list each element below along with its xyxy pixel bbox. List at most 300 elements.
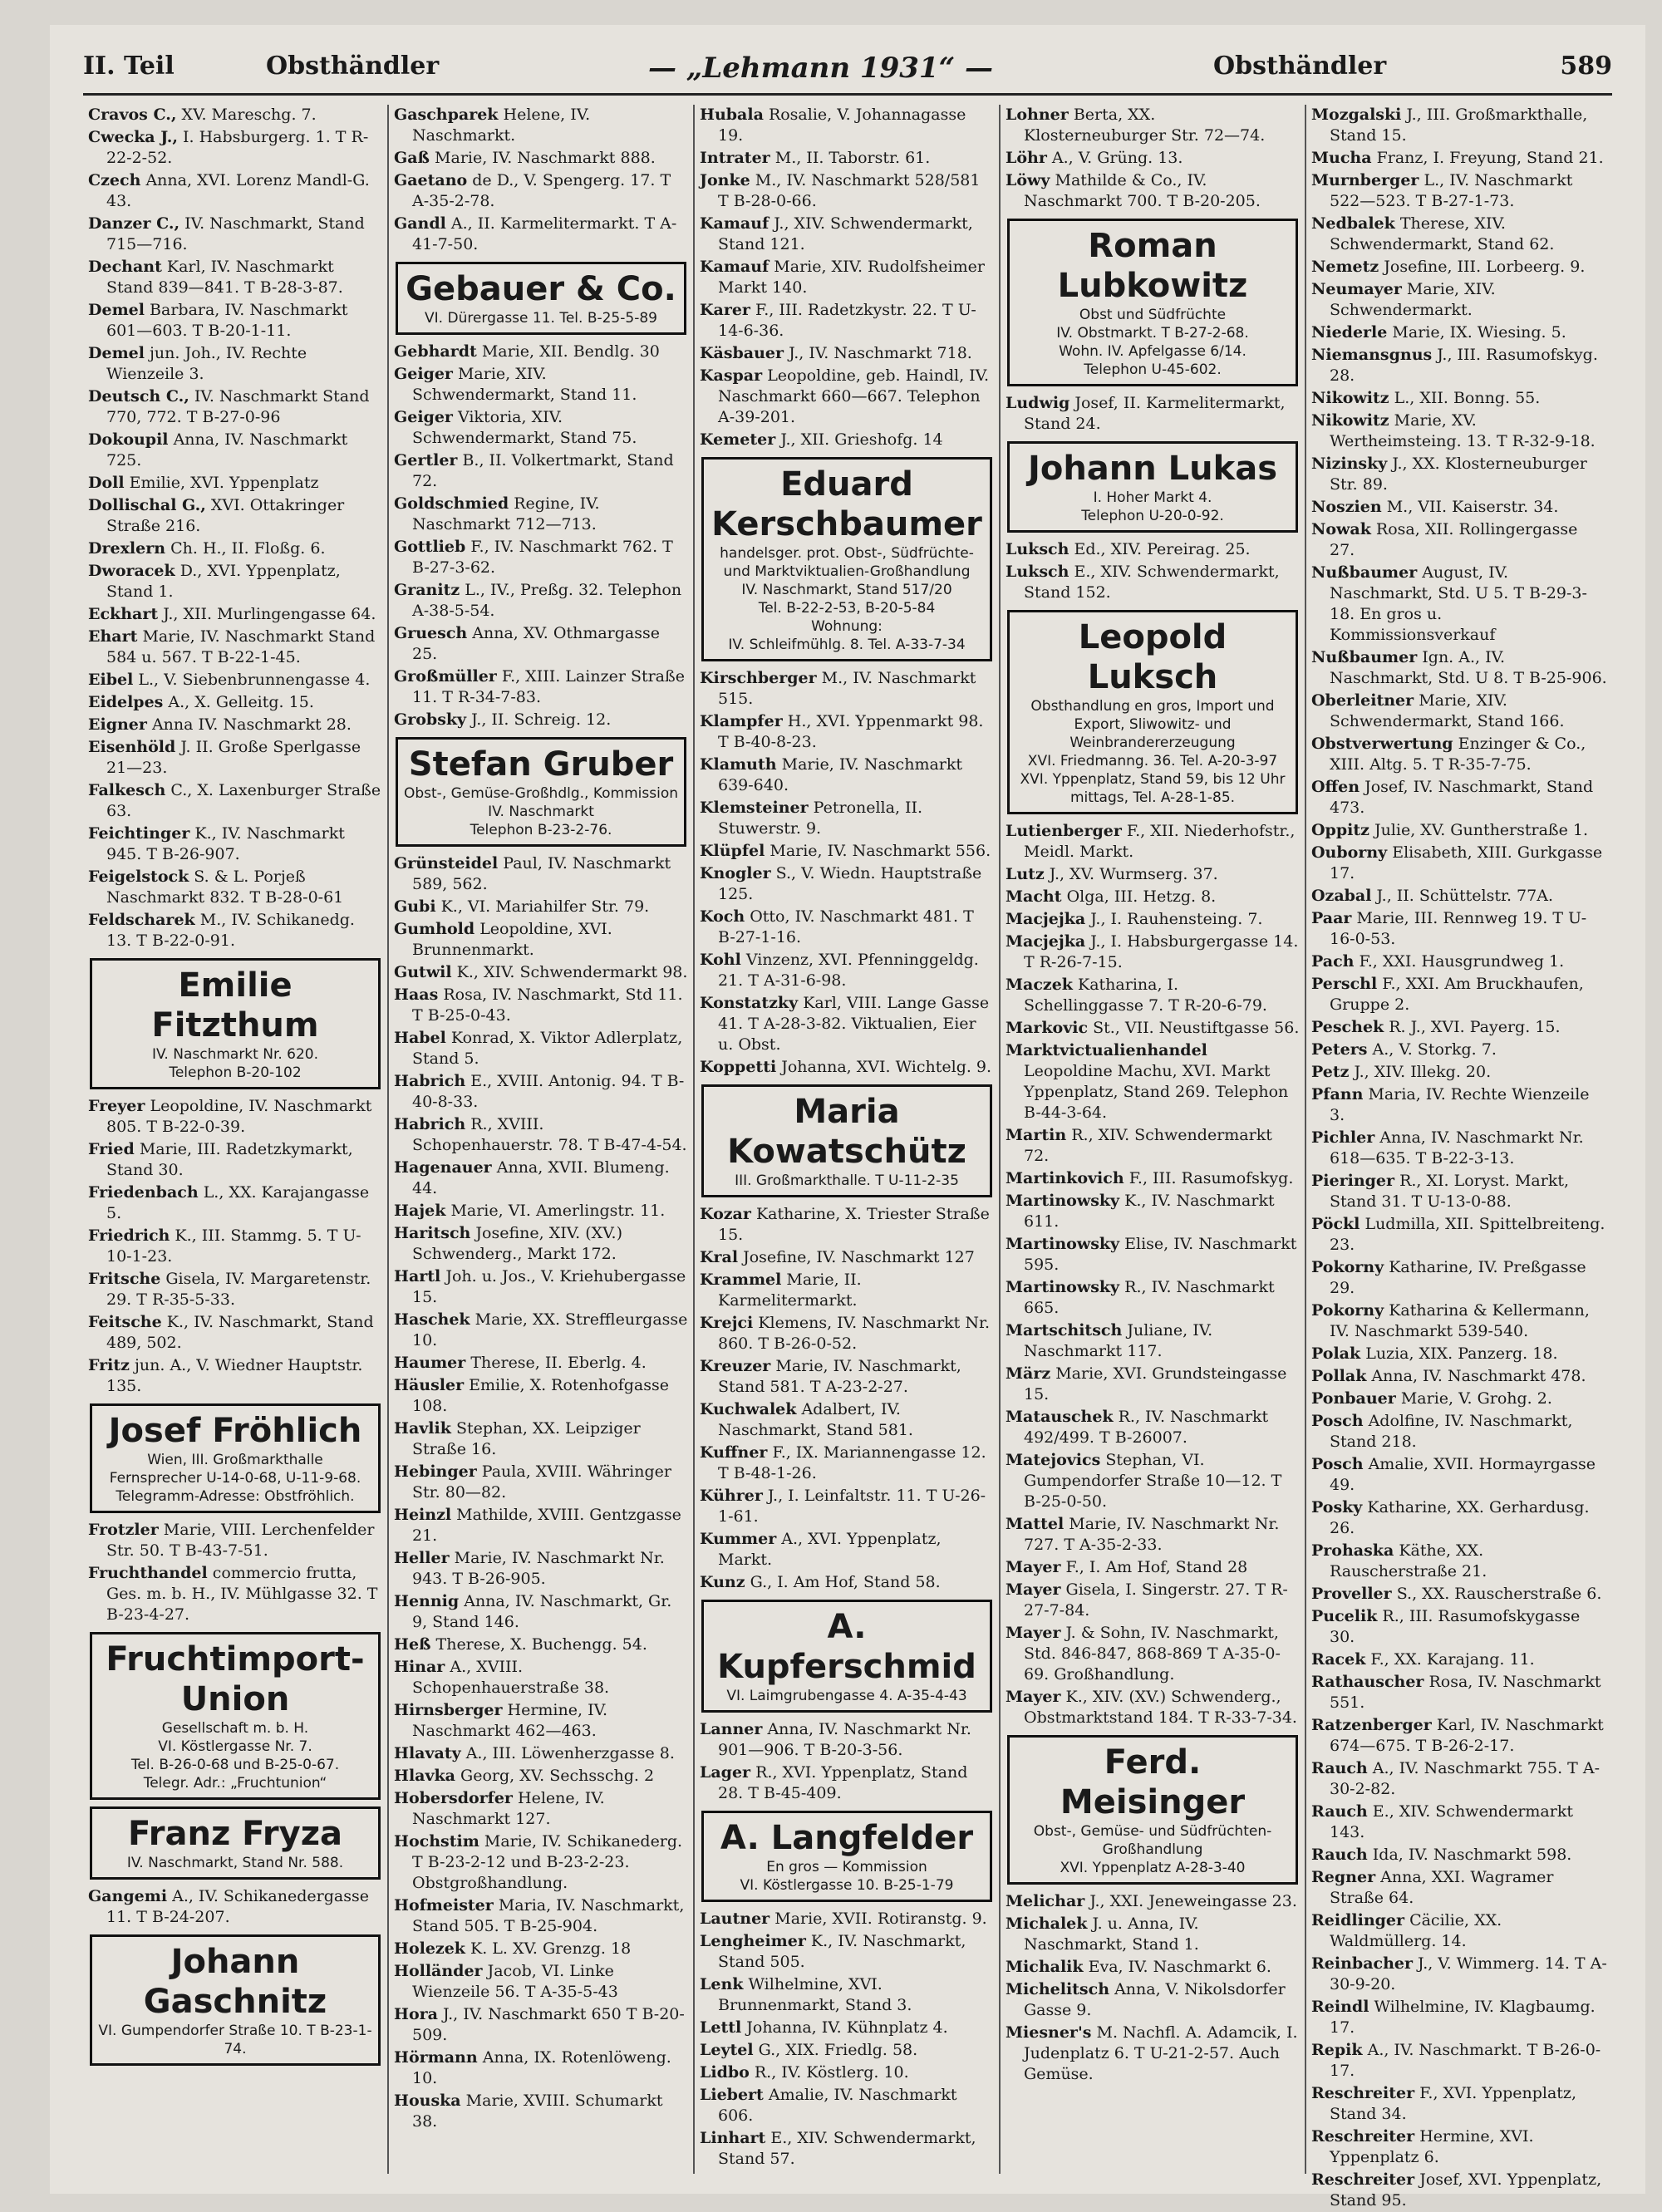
entry-name: Dworacek — [88, 562, 175, 580]
entry-details: K. L. XV. Grenzg. 18 — [470, 1939, 632, 1958]
directory-entry — [394, 623, 688, 665]
entry-name: Kunz — [700, 1573, 745, 1591]
entry-name: Pollak — [1311, 1367, 1367, 1385]
entry-details: Helene, IV. Naschmarkt. — [412, 106, 591, 145]
entry-name: Mayer — [1006, 1580, 1061, 1599]
entry-name: Fritz — [88, 1356, 130, 1374]
entry-name: Linhart — [700, 2129, 766, 2147]
entry-details: F., XII. Niederhofstr., Meidl. Markt. — [1024, 822, 1296, 861]
directory-entry — [1311, 1344, 1607, 1364]
entry-details: L., XII. Bonng. 55. — [1394, 389, 1541, 407]
entry-details: Katharine, XX. Gerhardusg. 26. — [1330, 1498, 1590, 1537]
entry-details: A., IV. Naschmarkt. T B-26-0-17. — [1330, 2041, 1601, 2080]
entry-details: M., IV. Naschmarkt 515. — [718, 669, 976, 708]
directory-entry — [1311, 1997, 1607, 2038]
entry-name: Hora — [394, 2005, 438, 2023]
ad-line: III. Großmarkthalle. T U-11-2-35 — [735, 1172, 959, 1189]
directory-entry — [1311, 2170, 1607, 2211]
entry-name: Käsbauer — [700, 344, 784, 362]
directory-entry — [1311, 820, 1607, 841]
entry-name: Ratzenberger — [1311, 1716, 1432, 1734]
directory-entry — [88, 1886, 382, 1928]
entry-details: Ed., XIV. Pereirag. 25. — [1074, 540, 1251, 558]
entry-details: Hermine, XVI. Yppenplatz 6. — [1330, 2127, 1534, 2166]
entry-name: Doll — [88, 474, 125, 492]
entry-details: K., IV. Naschmarkt 945. T B-26-907. — [106, 824, 345, 863]
directory-entry — [1311, 1649, 1607, 1670]
entry-details: R., XI. Loryst. Markt, Stand 31. T U-13-0-88. — [1330, 1172, 1570, 1211]
directory-entry — [700, 1762, 994, 1804]
entry-name: Gandl — [394, 214, 446, 233]
entry-details: M. Nachfl. A. Adamcik, I. Judenplatz 6. T U-21-2-57. Auch Gemüse. — [1024, 2023, 1298, 2083]
entry-name: Haschek — [394, 1310, 470, 1329]
entry-name: Paar — [1311, 909, 1352, 927]
entry-details: Leopoldine, geb. Haindl, IV. Naschmarkt 660—667. Telephon A-39-201. — [718, 366, 990, 426]
directory-entry — [394, 962, 688, 983]
entry-details: Ludmilla, XII. Spittelbreiteng. 23. — [1330, 1215, 1605, 1254]
directory-entry — [1311, 908, 1607, 950]
entry-details: XV. Mareschg. 7. — [181, 106, 317, 124]
directory-entry — [700, 1529, 994, 1571]
directory-entry — [88, 343, 382, 385]
entry-details: E., XVIII. Antonig. 94. T B-40-8-33. — [412, 1072, 685, 1111]
entry-name: Klamuth — [700, 755, 777, 774]
directory-entry — [1006, 1957, 1300, 1978]
entry-details: Wilhelmine, XVI. Brunnenmarkt, Stand 3. — [718, 1975, 912, 2014]
entry-details: Cäcilie, XX. Waldmüllerg. 14. — [1330, 1911, 1502, 1950]
entry-details: Marie, II. Karmelitermarkt. — [718, 1271, 862, 1310]
entry-name: Kirschberger — [700, 669, 817, 687]
entry-name: Repik — [1311, 2041, 1363, 2059]
directory-entry — [1006, 1979, 1300, 2021]
directory-entry — [394, 1375, 688, 1417]
directory-entry — [700, 343, 994, 364]
entry-name: Drexlern — [88, 539, 166, 558]
directory-entry — [1006, 1364, 1300, 1405]
directory-entry — [88, 561, 382, 602]
entry-name: Gangemi — [88, 1887, 168, 1905]
entry-name: Hennig — [394, 1592, 460, 1610]
entry-name: Feldscharek — [88, 911, 195, 929]
advertisement-kowatschuetz — [701, 1084, 992, 1197]
directory-entry — [1311, 1454, 1607, 1496]
entry-name: Eibel — [88, 671, 134, 689]
entry-name: Hebinger — [394, 1462, 477, 1481]
entry-details: J., XIV. Illekg. 20. — [1354, 1063, 1492, 1081]
entry-details: J., XII. Murlingengasse 64. — [163, 605, 376, 623]
entry-details: Marie, IV. Naschmarkt 888. — [435, 149, 656, 167]
entry-details: Maria, IV. Naschmarkt, Stand 505. T B-25-904. — [412, 1896, 685, 1935]
entry-details: Petronella, II. Stuwerstr. 9. — [718, 799, 923, 838]
entry-details: Käthe, XX. Rauscherstraße 21. — [1330, 1541, 1487, 1580]
directory-entry — [1006, 562, 1300, 603]
directory-entry — [88, 692, 382, 713]
entry-name: Pokorny — [1311, 1301, 1384, 1320]
entry-name: Cwecka J., — [88, 128, 178, 146]
entry-name: Nußbaumer — [1311, 648, 1418, 666]
directory-entry — [88, 1096, 382, 1138]
ad-line: I. Hoher Markt 4. — [1093, 489, 1212, 506]
directory-entry — [88, 1355, 382, 1397]
directory-entry — [1311, 1672, 1607, 1713]
entry-details: F., III. Rasumofskyg. — [1128, 1169, 1294, 1187]
entry-name: Feichtinger — [88, 824, 190, 843]
directory-entry — [700, 105, 994, 146]
entry-details: F., III. Radetzkystr. 22. T U-14-6-36. — [718, 301, 976, 340]
directory-entry — [1311, 1867, 1607, 1909]
entry-details: Marie, XVI. Grundsteingasse 15. — [1024, 1364, 1287, 1403]
directory-entry — [88, 473, 382, 494]
directory-entry — [88, 300, 382, 342]
column-2 — [389, 105, 695, 2174]
entry-details: Anna, IV. Naschmarkt 478. — [1371, 1367, 1586, 1385]
entry-name: Hajek — [394, 1202, 446, 1220]
directory-entry — [1006, 1407, 1300, 1448]
ad-line: Wohnung: — [811, 618, 883, 635]
directory-entry — [394, 1418, 688, 1460]
directory-entry — [394, 342, 688, 362]
directory-entry — [1006, 1514, 1300, 1556]
directory-entry — [394, 1310, 688, 1351]
entry-name: Liebert — [700, 2086, 764, 2104]
entry-name: Frotzler — [88, 1521, 159, 1539]
directory-entry — [88, 604, 382, 625]
entry-details: M., IV. Naschmarkt 528/581 T B-28-0-66. — [718, 171, 981, 210]
directory-entry — [700, 1313, 994, 1354]
entry-details: Anna, IV. Naschmarkt Nr. 901—906. T B-20-3-56. — [718, 1720, 971, 1759]
entry-name: Nemetz — [1311, 258, 1379, 276]
entry-details: R., IV. Naschmarkt 492/499. T B-26007. — [1024, 1408, 1269, 1447]
entry-details: Johanna, XVI. Wichtelg. 9. — [781, 1058, 992, 1076]
ad-line: Telegr. Adr.: „Fruchtunion“ — [143, 1775, 327, 1792]
entry-details: J., I. Rauhensteing. 7. — [1090, 910, 1263, 928]
directory-entry — [394, 985, 688, 1026]
directory-entry — [88, 386, 382, 428]
directory-entry — [1006, 1168, 1300, 1189]
advertisement-fruchtimport — [90, 1632, 381, 1800]
entry-name: Kührer — [700, 1487, 763, 1505]
directory-entry — [1311, 214, 1607, 255]
entry-details: J., XV. Wurmserg. 37. — [1049, 865, 1218, 883]
entry-name: Feigelstock — [88, 868, 189, 886]
entry-name: Havlik — [394, 1419, 451, 1438]
entry-details: C., X. Laxenburger Straße 63. — [106, 781, 381, 820]
directory-entry — [394, 1462, 688, 1503]
entry-name: Hörmann — [394, 2048, 478, 2067]
entry-details: H., XVI. Yppenmarkt 98. T B-40-8-23. — [718, 712, 984, 751]
entry-details: Adalbert, IV. Naschmarkt, Stand 581. — [718, 1400, 913, 1439]
entry-details: Mathilde & Co., IV. Naschmarkt 700. T B-20-205. — [1024, 171, 1261, 210]
entry-name: Nikowitz — [1311, 389, 1389, 407]
entry-details: Anna, IX. Rotenlöweng. 10. — [412, 2048, 671, 2087]
directory-entry — [394, 1743, 688, 1764]
entry-name: Lenk — [700, 1975, 744, 1993]
directory-entry — [88, 257, 382, 298]
advertisement-fryza — [90, 1806, 381, 1880]
entry-name: Freyer — [88, 1097, 145, 1115]
entry-name: Kreuzer — [700, 1357, 771, 1375]
entry-details: M., VII. Kaiserstr. 34. — [1386, 498, 1559, 516]
entry-name: Matauschek — [1006, 1408, 1114, 1426]
entry-name: Häusler — [394, 1376, 465, 1394]
entry-details: L., IV. Naschmarkt 522—523. T B-27-1-73. — [1330, 171, 1573, 210]
directory-entry — [1311, 257, 1607, 278]
entry-name: Hofmeister — [394, 1896, 494, 1915]
entry-name: Gottlieb — [394, 538, 466, 556]
entry-name: Grobsky — [394, 710, 467, 729]
entry-name: Rauch — [1311, 1802, 1368, 1821]
directory-entry — [1006, 1191, 1300, 1232]
entry-details: L., XX. Karajangasse 5. — [106, 1183, 370, 1222]
directory-entry — [1006, 1623, 1300, 1685]
entry-details: J., I. Habsburgergasse 14. T R-26-7-15. — [1024, 932, 1299, 971]
directory-entry — [88, 627, 382, 668]
ad-line: IV. Naschmarkt Nr. 620. — [151, 1046, 319, 1063]
entry-details: Anna IV. Naschmarkt 28. — [151, 715, 352, 734]
entry-details: Rosa, IV. Naschmarkt 551. — [1330, 1673, 1601, 1712]
entry-name: Niemansgnus — [1311, 346, 1433, 364]
entry-name: Kral — [700, 1248, 739, 1266]
entry-details: Viktoria, XIV. Schwendermarkt, Stand 75. — [412, 408, 637, 447]
entry-name: Lutienberger — [1006, 822, 1122, 840]
directory-entry — [1311, 1171, 1607, 1212]
entry-name: Oberleitner — [1311, 691, 1414, 710]
advertisement-kerschbaumer — [701, 457, 992, 661]
entry-details: Therese, XIV. Schwendermarkt, Stand 62. — [1330, 214, 1555, 253]
entry-details: D., XVI. Yppenplatz, Stand 1. — [106, 562, 341, 601]
page-number: 589 — [1560, 52, 1612, 81]
directory-entry — [394, 105, 688, 146]
directory-entry — [1311, 170, 1607, 212]
ad-line: VI. Gumpendorfer Straße 10. T B-23-1-74. — [98, 2023, 372, 2057]
directory-entry — [1311, 1584, 1607, 1605]
entry-name: Houska — [394, 2092, 461, 2110]
directory-entry — [1311, 1758, 1607, 1800]
entry-name: Friedenbach — [88, 1183, 199, 1202]
entry-details: Anna, XVI. Lorenz Mandl-G. 43. — [106, 171, 370, 210]
entry-details: Eva, IV. Naschmarkt 6. — [1088, 1958, 1271, 1976]
entry-name: Ludwig — [1006, 394, 1070, 412]
directory-entry — [394, 666, 688, 708]
entry-name: Posky — [1311, 1498, 1363, 1516]
directory-entry — [700, 1356, 994, 1398]
directory-entry — [700, 668, 994, 710]
ad-title: Eduard Kerschbaumer — [711, 465, 982, 543]
directory-entry — [1006, 393, 1300, 435]
entry-details: Vinzenz, XVI. Pfenninggeldg. 21. T A-31-6-98. — [718, 951, 979, 990]
directory-entry — [1006, 539, 1300, 560]
directory-entry — [1311, 691, 1607, 732]
entry-details: Paula, XVIII. Währinger Str. 80—82. — [412, 1462, 671, 1502]
directory-entry — [700, 1247, 994, 1268]
entry-details: Katharine, IV. Preßgasse 29. — [1330, 1258, 1586, 1297]
entry-name: Pöckl — [1311, 1215, 1360, 1233]
entry-name: Haritsch — [394, 1224, 471, 1242]
directory-entry — [88, 127, 382, 169]
directory-entry — [394, 1700, 688, 1742]
entry-name: Nußbaumer — [1311, 563, 1418, 582]
entry-details: Klemens, IV. Naschmarkt Nr. 860. T B-26-0-52. — [718, 1314, 991, 1353]
directory-entry — [1311, 105, 1607, 146]
directory-entry — [700, 863, 994, 905]
entry-details: Elise, IV. Naschmarkt 595. — [1024, 1235, 1297, 1274]
directory-entry — [700, 2018, 994, 2038]
entry-details: Marie, XIV. Schwendermarkt, Stand 11. — [412, 365, 637, 404]
entry-name: März — [1006, 1364, 1051, 1383]
entry-name: Nikowitz — [1311, 411, 1389, 430]
entry-name: Gutwil — [394, 963, 452, 981]
entry-details: S., XX. Rauscherstraße 6. — [1396, 1585, 1602, 1603]
entry-details: F., XVI. Yppenplatz, Stand 34. — [1330, 2084, 1576, 2123]
entry-details: K., IV. Naschmarkt, Stand 489, 502. — [106, 1313, 374, 1352]
ad-line: IV. Obstmarkt. T B-27-2-68. — [1056, 325, 1249, 342]
directory-entry — [88, 430, 382, 471]
ad-line: Fernsprecher U-14-0-68, U-11-9-68. — [109, 1470, 361, 1487]
directory-entry — [1311, 777, 1607, 818]
entry-name: Regner — [1311, 1868, 1376, 1886]
ad-line: Obsthandlung en gros, Import und Export, Sliwowitz- und Weinbrandererzeugung — [1030, 698, 1275, 751]
directory-entry — [1311, 1802, 1607, 1843]
entry-details: A., XVIII. Schopenhauerstraße 38. — [412, 1658, 610, 1697]
directory-entry — [700, 1443, 994, 1484]
directory-entry — [700, 257, 994, 298]
ad-title: Leopold Luksch — [1078, 618, 1227, 696]
entry-name: Haumer — [394, 1354, 466, 1372]
ad-line: VI. Laimgrubengasse 4. A-35-4-43 — [726, 1688, 967, 1704]
entry-name: Gruesch — [394, 624, 468, 642]
directory-page — [50, 25, 1645, 2210]
entry-name: Krejci — [700, 1314, 754, 1332]
directory-entry — [700, 1486, 994, 1527]
entry-details: Luzia, XIX. Panzerg. 18. — [1365, 1344, 1558, 1363]
entry-name: Falkesch — [88, 781, 166, 799]
directory-entry — [1311, 647, 1607, 689]
entry-details: Georg, XV. Sechsschg. 2 — [460, 1767, 655, 1785]
entry-details: Anna, IV. Naschmarkt 725. — [106, 430, 348, 469]
entry-name: Pieringer — [1311, 1172, 1395, 1190]
entry-details: Rosa, IV. Naschmarkt, Std 11. T B-25-0-43. — [412, 986, 683, 1025]
ad-line: Tel. B-26-0-68 und B-25-0-67. — [130, 1757, 340, 1773]
entry-details: Emilie, XVI. Yppenplatz — [129, 474, 319, 492]
entry-details: Berta, XX. Klosterneuburger Str. 72—74. — [1024, 106, 1266, 145]
directory-entry — [1311, 1017, 1607, 1038]
entry-details: Karl, IV. Naschmarkt 674—675. T B-26-2-17. — [1330, 1716, 1604, 1755]
entry-name: Kamauf — [700, 258, 770, 276]
directory-entry — [1311, 1411, 1607, 1453]
directory-entry — [394, 407, 688, 449]
entry-name: Demel — [88, 301, 145, 319]
ad-line: Telephon U-45-602. — [1084, 361, 1222, 378]
directory-entry — [1311, 497, 1607, 518]
entry-name: Löhr — [1006, 149, 1047, 167]
entry-name: Ouborny — [1311, 843, 1388, 862]
directory-entry — [700, 1931, 994, 1973]
ad-line: XVI. Yppenplatz A-28-3-40 — [1060, 1860, 1246, 1876]
directory-entry — [394, 1266, 688, 1308]
directory-entry — [1006, 148, 1300, 169]
directory-entry — [1006, 1125, 1300, 1167]
publication-title: — „Lehmann 1931“ — — [648, 52, 993, 85]
entry-details: Marie, IV. Schikanederg. T B-23-2-12 und B-23-2-23. Obstgroßhandlung. — [412, 1832, 683, 1892]
directory-entry — [88, 170, 382, 212]
entry-name: Konstatzky — [700, 994, 799, 1012]
directory-entry — [394, 1895, 688, 1937]
directory-entry — [700, 1270, 994, 1311]
directory-entry — [394, 2047, 688, 2089]
directory-entry — [1311, 1497, 1607, 1539]
entry-details: Marie, XVII. Rotiranstg. 9. — [774, 1910, 987, 1928]
entry-details: A., IV. Naschmarkt 755. T A-30-2-82. — [1330, 1759, 1600, 1798]
directory-entry — [394, 1201, 688, 1222]
entry-details: Maria, IV. Rechte Wienzeile 3. — [1330, 1085, 1590, 1124]
entry-name: Ponbauer — [1311, 1389, 1396, 1408]
entry-name: Knogler — [700, 864, 771, 882]
directory-entry — [700, 1399, 994, 1441]
entry-name: Rauch — [1311, 1846, 1368, 1864]
directory-entry — [88, 780, 382, 822]
entry-name: Markovic — [1006, 1019, 1089, 1037]
advertisement-gruber — [396, 737, 686, 847]
entry-name: Martinowsky — [1006, 1278, 1120, 1296]
entry-name: Fruchthandel — [88, 1564, 208, 1582]
directory-entry — [1311, 974, 1607, 1015]
entry-name: Fritsche — [88, 1270, 161, 1288]
entry-name: Hlavka — [394, 1767, 455, 1785]
directory-entry — [88, 1182, 382, 1224]
ad-line: XVI. Yppenplatz, Stand 59, bis 12 Uhr mittags, Tel. A-28-1-85. — [1020, 771, 1286, 806]
ad-line: Obst und Südfrüchte — [1079, 307, 1227, 323]
ad-line: Telephon B-20-102 — [169, 1064, 302, 1081]
entry-details: S., V. Wiedn. Hauptstraße 125. — [718, 864, 982, 903]
entry-name: Hubala — [700, 106, 764, 124]
directory-entry — [1006, 1891, 1300, 1912]
entry-name: Luksch — [1006, 540, 1069, 558]
directory-entry — [394, 1114, 688, 1156]
directory-entry — [394, 494, 688, 535]
advertisement-lubkowitz — [1007, 219, 1298, 386]
entry-details: B., II. Volkertmarkt, Stand 72. — [412, 451, 674, 490]
entry-details: Wilhelmine, IV. Klagbaumg. 17. — [1330, 1998, 1596, 2037]
entry-details: Ida, IV. Naschmarkt 598. — [1372, 1846, 1572, 1864]
entry-name: Hinar — [394, 1658, 445, 1676]
ad-line: IV. Naschmarkt, Stand 517/20 — [741, 582, 952, 598]
ad-title: Emilie Fitzthum — [151, 966, 319, 1045]
entry-name: Macjejka — [1006, 910, 1086, 928]
ad-line: Telephon U-20-0-92. — [1081, 508, 1224, 524]
directory-entry — [394, 1505, 688, 1546]
entry-name: Lengheimer — [700, 1932, 806, 1950]
entry-details: Stephan, XX. Leipziger Straße 16. — [412, 1419, 641, 1458]
entry-name: Reinbacher — [1311, 1954, 1413, 1973]
directory-entry — [394, 214, 688, 255]
entry-details: de D., V. Spengerg. 17. T A-35-2-78. — [412, 171, 671, 210]
directory-entry — [394, 1071, 688, 1113]
entry-name: Nedbalek — [1311, 214, 1395, 233]
entry-name: Heller — [394, 1549, 450, 1567]
entry-name: Mucha — [1311, 149, 1372, 167]
entry-details: XVI. Ottakringer Straße 216. — [106, 496, 345, 535]
columns — [83, 105, 1612, 2210]
entry-details: Olga, III. Hetzg. 8. — [1066, 887, 1217, 906]
entry-name: Reindl — [1311, 1998, 1369, 2016]
entry-details: Anna, IV. Naschmarkt, Gr. 9, Stand 146. — [412, 1592, 672, 1631]
directory-entry — [1006, 1277, 1300, 1319]
entry-details: Hermine, IV. Naschmarkt 462—463. — [412, 1701, 608, 1740]
entry-name: Habrich — [394, 1115, 466, 1133]
entry-name: Feitsche — [88, 1313, 162, 1331]
entry-name: Gaß — [394, 149, 430, 167]
entry-details: Marie, XX. Streffleurgasse 10. — [412, 1310, 688, 1349]
